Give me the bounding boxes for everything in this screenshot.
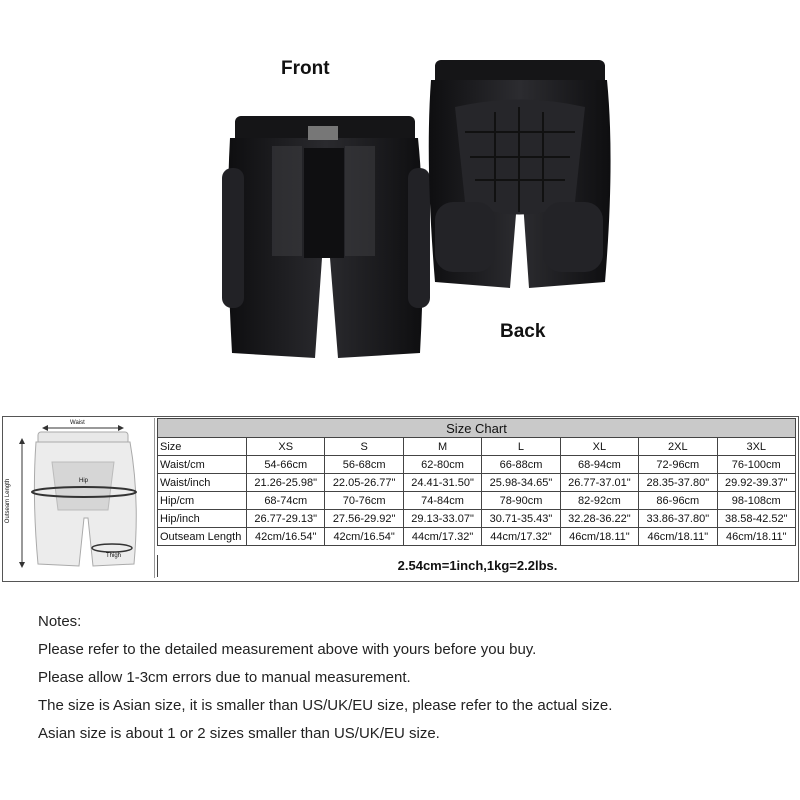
table-cell: 86-96cm xyxy=(639,492,717,510)
note-line: Please refer to the detailed measurement above with yours before you buy. xyxy=(38,641,537,658)
table-cell: Waist/cm xyxy=(158,456,247,474)
table-cell: 66-88cm xyxy=(482,456,560,474)
table-cell: 24.41-31.50" xyxy=(403,474,481,492)
table-cell: 82-92cm xyxy=(560,492,638,510)
table-cell: Hip/inch xyxy=(158,510,247,528)
table-row xyxy=(158,510,796,528)
table-cell: 29.13-33.07" xyxy=(403,510,481,528)
table-cell: Outseam Length xyxy=(158,528,247,546)
table-row xyxy=(158,492,796,510)
hip-label: Hip xyxy=(79,478,89,484)
unit-conversion: 2.54cm=1inch,1kg=2.2lbs. xyxy=(157,555,797,577)
table-cell: 42cm/16.54" xyxy=(325,528,403,546)
note-line: Please allow 1-3cm errors due to manual measurement. xyxy=(38,669,411,686)
table-cell: 46cm/18.11" xyxy=(560,528,638,546)
table-cell: 72-96cm xyxy=(639,456,717,474)
table-header-cell: 3XL xyxy=(717,438,795,456)
table-row xyxy=(158,456,796,474)
table-cell: 54-66cm xyxy=(247,456,325,474)
measurement-diagram xyxy=(4,418,155,578)
table-cell: 70-76cm xyxy=(325,492,403,510)
table-cell: 26.77-37.01" xyxy=(560,474,638,492)
table-cell: 42cm/16.54" xyxy=(247,528,325,546)
outseam-label: Outseam Length xyxy=(5,478,12,524)
table-cell: 68-74cm xyxy=(247,492,325,510)
table-cell: 26.77-29.13" xyxy=(247,510,325,528)
table-cell: 30.71-35.43" xyxy=(482,510,560,528)
note-line: The size is Asian size, it is smaller than US/UK/EU size, please refer to the actual size. xyxy=(38,697,613,714)
table-cell: 29.92-39.37" xyxy=(717,474,795,492)
table-row xyxy=(158,528,796,546)
table-cell: 98-108cm xyxy=(717,492,795,510)
table-cell: 27.56-29.92" xyxy=(325,510,403,528)
table-cell: 68-94cm xyxy=(560,456,638,474)
note-line: Asian size is about 1 or 2 sizes smaller than US/UK/EU size. xyxy=(38,725,440,742)
table-cell: 46cm/18.11" xyxy=(717,528,795,546)
table-cell: 21.26-25.98" xyxy=(247,474,325,492)
table-cell: 22.05-26.77" xyxy=(325,474,403,492)
table-cell: 62-80cm xyxy=(403,456,481,474)
shorts-outline-icon xyxy=(4,418,154,578)
table-cell: 74-84cm xyxy=(403,492,481,510)
front-shorts-image xyxy=(220,108,430,363)
table-cell: 33.86-37.80" xyxy=(639,510,717,528)
notes-heading: Notes: xyxy=(38,613,82,630)
table-header-cell: Size xyxy=(158,438,247,456)
waist-label: Waist xyxy=(70,420,85,426)
front-label: Front xyxy=(281,58,330,79)
table-header-row xyxy=(158,438,796,456)
table-cell: 44cm/17.32" xyxy=(482,528,560,546)
table-header-cell: M xyxy=(403,438,481,456)
table-cell: 76-100cm xyxy=(717,456,795,474)
table-cell: 44cm/17.32" xyxy=(403,528,481,546)
table-cell: Hip/cm xyxy=(158,492,247,510)
table-row xyxy=(158,474,796,492)
table-cell: 32.28-36.22" xyxy=(560,510,638,528)
back-label: Back xyxy=(500,321,546,342)
thigh-label: Thigh xyxy=(106,553,122,559)
size-table xyxy=(157,418,796,546)
table-header-cell: 2XL xyxy=(639,438,717,456)
table-cell: 28.35-37.80" xyxy=(639,474,717,492)
table-header-cell: L xyxy=(482,438,560,456)
table-header-cell: XL xyxy=(560,438,638,456)
back-shorts-image xyxy=(425,52,613,292)
table-header-cell: S xyxy=(325,438,403,456)
table-cell: Waist/inch xyxy=(158,474,247,492)
table-cell: 56-68cm xyxy=(325,456,403,474)
table-header-cell: XS xyxy=(247,438,325,456)
table-cell: 25.98-34.65" xyxy=(482,474,560,492)
table-cell: 46cm/18.11" xyxy=(639,528,717,546)
size-chart-title: Size Chart xyxy=(158,419,796,438)
table-cell: 78-90cm xyxy=(482,492,560,510)
table-cell: 38.58-42.52" xyxy=(717,510,795,528)
